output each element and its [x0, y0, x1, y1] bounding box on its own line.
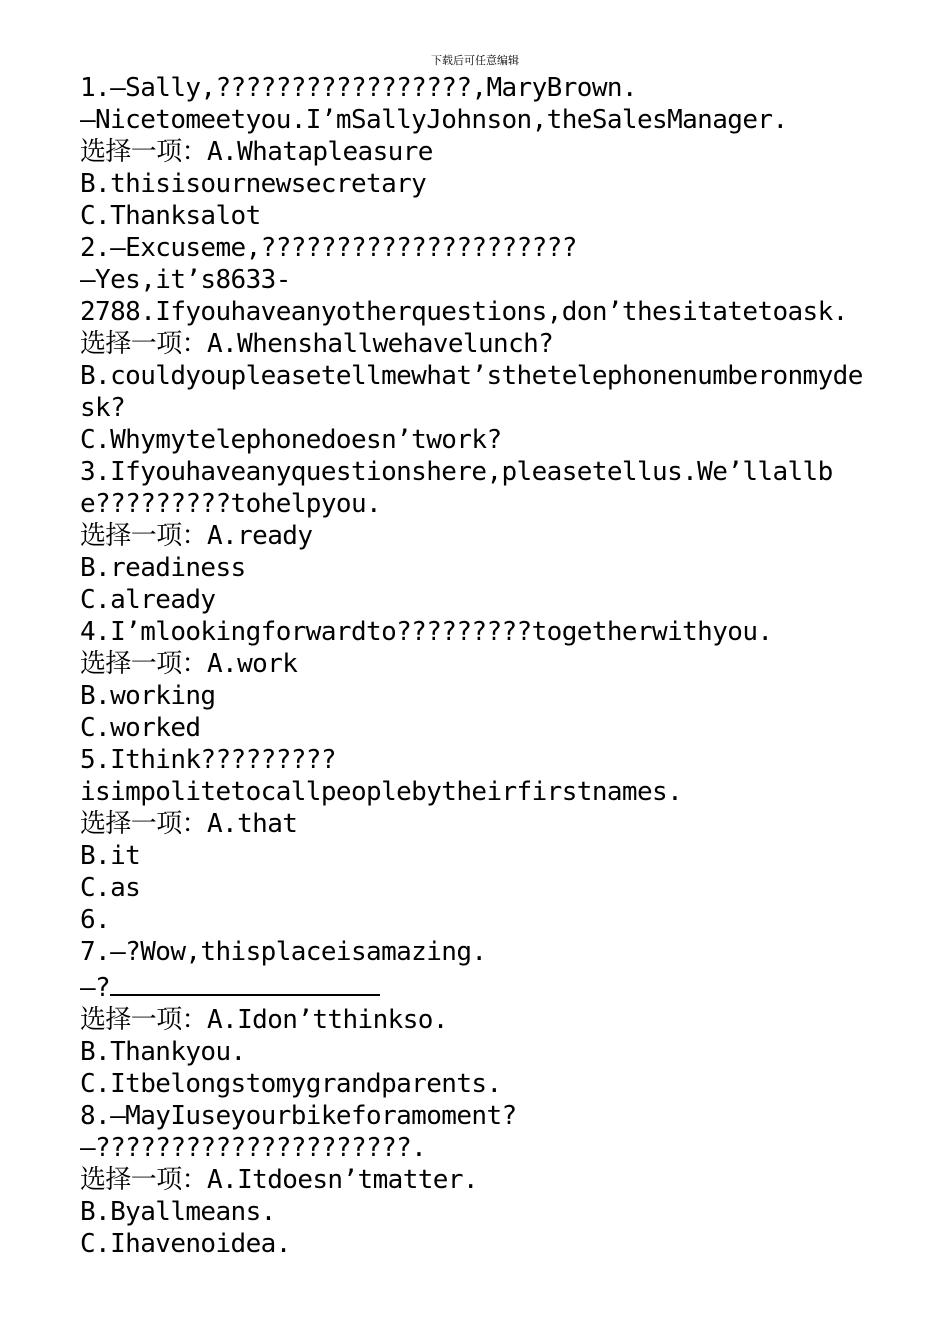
q8-response: —?????????????????????. — [80, 1133, 427, 1163]
q2-response-end: 2788.Ifyouhaveanyotherquestions,don’thesitatetoask. — [80, 297, 848, 327]
q5-option-a: 选择一项：A.that — [80, 809, 298, 839]
q7-response: —? — [80, 973, 111, 1003]
q7-prompt: 7.—?Wow,thisplaceisamazing. — [80, 937, 487, 967]
q2-option-a: 选择一项：A.Whenshallwehavelunch? — [80, 329, 554, 359]
q7-option-c: C.Itbelongstomygrandparents. — [80, 1069, 502, 1099]
q1-prompt: 1.—Sally,?????????????????,MaryBrown. — [80, 73, 637, 103]
q1-option-c: C.Thanksalot — [80, 201, 261, 231]
q3-option-b: B.readiness — [80, 553, 246, 583]
q2-option-b: B.couldyoupleasetellmewhat’sthetelephonenumberonmydesk? — [80, 361, 863, 423]
q3-option-c: C.already — [80, 585, 216, 615]
page-header: 下载后可任意编辑 — [431, 54, 519, 67]
answer-blank — [110, 968, 380, 996]
q7-response-line — [80, 968, 870, 1004]
q6-number: 6. — [80, 905, 111, 935]
q2-prompt: 2.—Excuseme,????????????????????? — [80, 233, 577, 263]
q7-option-b: B.Thankyou. — [80, 1037, 246, 1067]
q5-option-b: B.it — [80, 841, 141, 871]
q3-option-a: 选择一项：A.ready — [80, 521, 313, 551]
q4-option-c: C.worked — [80, 713, 201, 743]
q2-response-start: —Yes,it’s8633- — [80, 265, 291, 295]
q4-prompt: 4.I’mlookingforwardto?????????togetherwithyou. — [80, 617, 773, 647]
q2-option-c: C.Whymytelephonedoesn’twork? — [80, 425, 502, 455]
q5-prompt-start: 5.Ithink????????? — [80, 745, 336, 775]
q8-option-c: C.Ihavenoidea. — [80, 1229, 291, 1259]
question-list — [80, 72, 870, 1260]
q8-prompt: 8.—MayIuseyourbikeforamoment? — [80, 1101, 517, 1131]
q8-option-b: B.Byallmeans. — [80, 1197, 276, 1227]
q5-option-c: C.as — [80, 873, 141, 903]
q5-prompt-end: isimpolitetocallpeoplebytheirfirstnames. — [80, 777, 683, 807]
q4-option-b: B.working — [80, 681, 216, 711]
q8-option-a: 选择一项：A.Itdoesn’tmatter. — [80, 1165, 478, 1195]
q1-option-a: 选择一项：A.Whatapleasure — [80, 137, 433, 167]
q4-option-a: 选择一项：A.work — [80, 649, 298, 679]
q3-prompt: 3.Ifyouhaveanyquestionshere,pleasetellus.We’llallbe?????????tohelpyou. — [80, 457, 833, 519]
q7-option-a: 选择一项：A.Idon’tthinkso. — [80, 1005, 448, 1035]
q1-option-b: B.thisisournewsecretary — [80, 169, 427, 199]
q1-response: —Nicetomeetyou.I’mSallyJohnson,theSalesManager. — [80, 105, 788, 135]
